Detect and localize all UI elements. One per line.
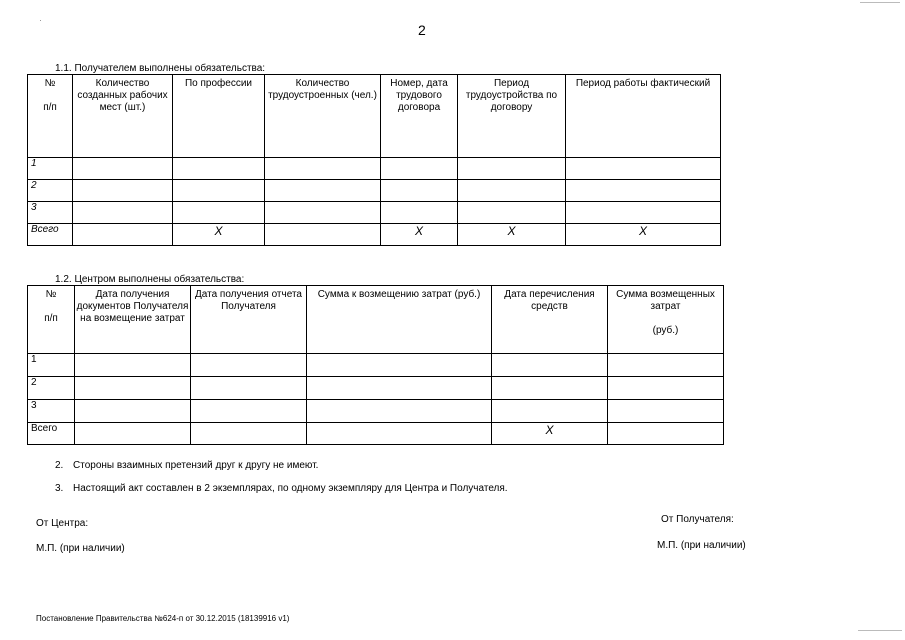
x-mark-cell: X (381, 224, 458, 246)
table-cell (381, 158, 458, 180)
table-cell (265, 202, 381, 224)
x-mark-cell: X (492, 423, 608, 445)
scan-edge-line (858, 630, 902, 631)
table-cell (566, 158, 721, 180)
table-cell (566, 180, 721, 202)
table-cell (307, 354, 492, 377)
x-mark-cell: X (173, 224, 265, 246)
scan-dot (40, 20, 41, 21)
table-cell (191, 423, 307, 445)
table-row (28, 354, 724, 377)
header-cell: По профессии (173, 75, 265, 158)
page-number: 2 (418, 22, 426, 38)
paragraph-text: Настоящий акт составлен в 2 экземплярах, по одному экземпляру для Центра и Получателя. (73, 483, 508, 494)
header-cell: Номер, дата трудового договора (381, 75, 458, 158)
section-1-table (27, 74, 721, 246)
table-cell (73, 158, 173, 180)
table-cell (566, 202, 721, 224)
table-cell (381, 202, 458, 224)
table-cell (75, 354, 191, 377)
document-footer: Постановление Правительства №624-п от 30.12.2015 (18139916 v1) (36, 614, 290, 623)
header-cell: Период трудоустройства по договору (458, 75, 566, 158)
row-number-cell: 2 (28, 180, 73, 202)
table-cell (458, 158, 566, 180)
table-cell (381, 180, 458, 202)
total-label-cell: Всего (28, 224, 73, 246)
paragraph-2 (55, 460, 318, 471)
table-cell (265, 224, 381, 246)
section-2-table (27, 285, 724, 445)
table-row (28, 202, 721, 224)
paragraph-number: 3. (55, 483, 64, 494)
table-cell (307, 423, 492, 445)
table-header-row (28, 286, 724, 354)
table-row (28, 158, 721, 180)
row-number-cell: 3 (28, 400, 75, 423)
table-row (28, 400, 724, 423)
header-cell: Дата перечисления средств (492, 286, 608, 354)
table-header-row (28, 75, 721, 158)
table-cell (75, 377, 191, 400)
header-cell: Количество трудоустроенных (чел.) (265, 75, 381, 158)
paragraph-text: Стороны взаимных претензий друг к другу не имеют. (73, 460, 319, 471)
x-mark-cell: X (458, 224, 566, 246)
center-signature-label: От Центра: (36, 518, 89, 529)
table-cell (458, 180, 566, 202)
recipient-signature-label: От Получателя: (661, 514, 734, 525)
paragraph-3 (55, 483, 508, 494)
total-label-cell: Всего (28, 423, 75, 445)
table-row (28, 377, 724, 400)
table-cell (173, 180, 265, 202)
table-cell (191, 354, 307, 377)
table-cell (191, 377, 307, 400)
row-number-cell: 2 (28, 377, 75, 400)
paragraph-number: 2. (55, 460, 64, 471)
header-cell: Период работы фактический (566, 75, 721, 158)
table-total-row (28, 224, 721, 246)
table-row (28, 180, 721, 202)
table-cell (608, 400, 724, 423)
table-cell (75, 423, 191, 445)
row-number-cell: 3 (28, 202, 73, 224)
section-2-title: 1.2. Центром выполнены обязательства: (55, 274, 245, 285)
x-mark-cell: X (566, 224, 721, 246)
table-cell (458, 202, 566, 224)
section-1-title: 1.1. Получателем выполнены обязательства: (55, 63, 266, 74)
header-cell: Сумма возмещенных затрат (руб.) (608, 286, 724, 354)
table-cell (608, 377, 724, 400)
table-cell (265, 180, 381, 202)
table-cell (492, 354, 608, 377)
table-cell (608, 423, 724, 445)
table-cell (173, 202, 265, 224)
table-cell (307, 400, 492, 423)
header-cell: № п/п (28, 75, 73, 158)
header-cell: Дата получения отчета Получателя (191, 286, 307, 354)
header-cell: № п/п (28, 286, 75, 354)
table-cell (307, 377, 492, 400)
scan-edge-line (860, 2, 900, 3)
table-cell (75, 400, 191, 423)
table-cell (265, 158, 381, 180)
table-cell (73, 180, 173, 202)
header-cell: Сумма к возмещению затрат (руб.) (307, 286, 492, 354)
table-cell (173, 158, 265, 180)
row-number-cell: 1 (28, 354, 75, 377)
table-total-row (28, 423, 724, 445)
table-cell (608, 354, 724, 377)
header-cell: Количество созданных рабочих мест (шт.) (73, 75, 173, 158)
row-number-cell: 1 (28, 158, 73, 180)
table-cell (191, 400, 307, 423)
table-cell (73, 202, 173, 224)
header-cell: Дата получения документов Получателя на возмещение затрат (75, 286, 191, 354)
table-cell (492, 400, 608, 423)
recipient-stamp-note: М.П. (при наличии) (657, 540, 746, 551)
center-stamp-note: М.П. (при наличии) (36, 543, 125, 554)
table-cell (73, 224, 173, 246)
table-cell (492, 377, 608, 400)
